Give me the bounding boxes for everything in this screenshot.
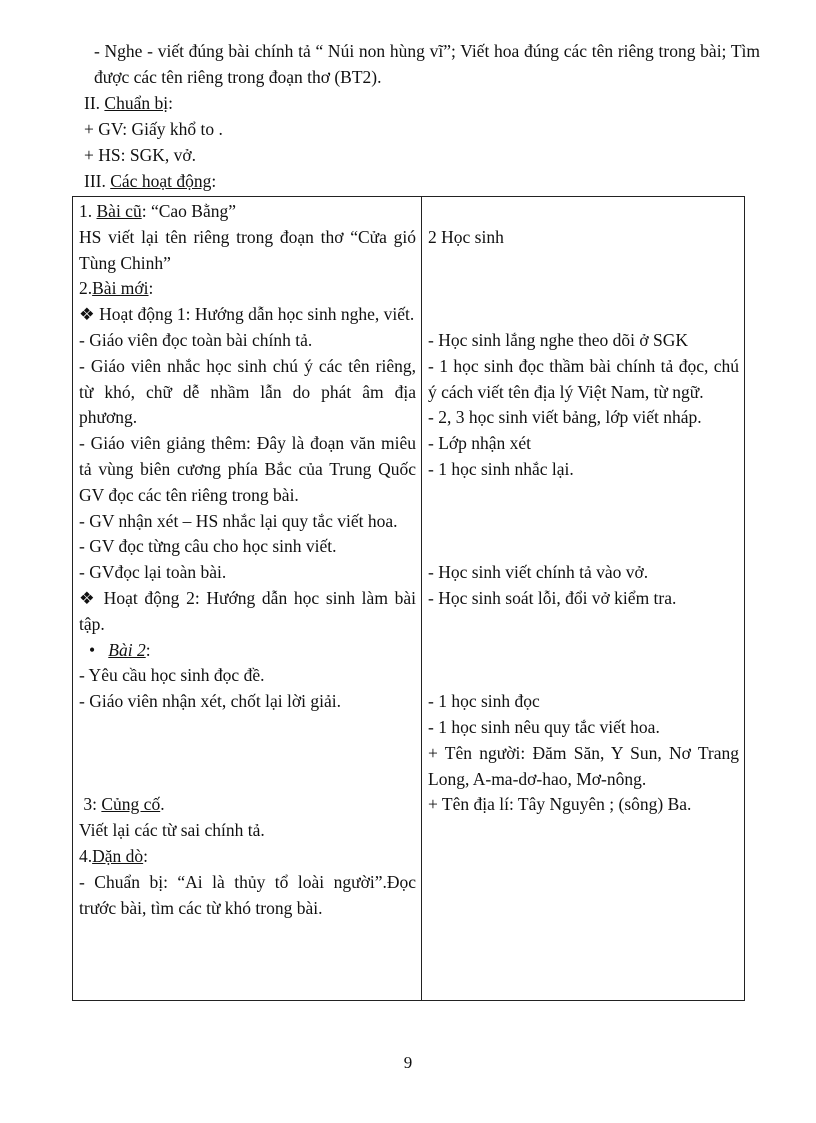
student-response: - Học sinh lắng nghe theo dõi ở SGK [428, 329, 689, 350]
student-response: 2 Học sinh [428, 226, 504, 247]
student-response: - 1 học sinh đọc thầm bài chính tả đọc, chú ý cách viết tên địa lý Việt Nam, từ ngữ. [428, 355, 739, 402]
consolidation-heading: 3: Củng cố. [79, 794, 165, 815]
page-number: 9 [403, 1053, 413, 1072]
teacher-step: - GV đọc từng câu cho học sinh viết. [79, 536, 337, 557]
lesson-activities-table [72, 196, 745, 1001]
teacher-step: - Giáo viên nhắc học sinh chú ý các tên riêng, từ khó, chữ dễ nhầm lẫn do phát âm địa phương. [79, 355, 416, 428]
homework-heading: 4.Dặn dò: [79, 845, 149, 866]
teacher-materials: + GV: Giấy khổ to . [84, 119, 223, 139]
teacher-step: - Giáo viên giảng thêm: Đây là đoạn văn miêu tả vùng biên cương phía Bắc của Trung Quốc GV đọc các tên riêng trong bài. [79, 433, 416, 505]
student-response: - 1 học sinh nêu quy tắc viết hoa. [428, 716, 660, 737]
teacher-step: - GV nhận xét – HS nhắc lại quy tắc viết hoa. [79, 510, 398, 531]
student-response: - 2, 3 học sinh viết bảng, lớp viết nháp. [428, 407, 702, 428]
teacher-step: - Giáo viên nhận xét, chốt lại lời giải. [79, 691, 341, 712]
teacher-step: - Giáo viên đọc toàn bài chính tả. [79, 329, 313, 350]
preparation-heading: II. Chuẩn bị: [84, 93, 173, 113]
student-response: + Tên người: Đăm Săn, Y Sun, Nơ Trang Long, A-ma-dơ-hao, Mơ-nông. [428, 742, 739, 789]
teacher-step: - Yêu cầu học sinh đọc đề. [79, 665, 265, 686]
exercise-2-heading: • Bài 2: [89, 639, 151, 660]
activity-1-heading: ❖ Hoạt động 1: Hướng dẫn học sinh nghe, viết. [79, 304, 415, 325]
homework-task: - Chuẩn bị: “Ai là thủy tổ loài người”.Đọc trước bài, tìm các từ khó trong bài. [79, 871, 416, 918]
student-response: - 1 học sinh đọc [428, 691, 540, 712]
student-response: + Tên địa lí: Tây Nguyên ; (sông) Ba. [428, 794, 692, 815]
old-lesson-heading: 1. Bài cũ: “Cao Bằng” [79, 201, 236, 221]
student-materials: + HS: SGK, vở. [84, 145, 196, 165]
consolidation-task: Viết lại các từ sai chính tả. [79, 820, 265, 841]
activities-heading: III. Các hoạt động: [84, 171, 217, 191]
student-response: - Học sinh viết chính tả vào vở. [428, 562, 649, 583]
new-lesson-heading: 2.Bài mới: [79, 278, 154, 299]
objective-text: - Nghe - viết đúng bài chính tả “ Núi non hùng vĩ”; Viết hoa đúng các tên riêng trong bài; Tìm được các tên riêng trong đoạn thơ (BT2). [94, 41, 760, 87]
intro-section [80, 38, 760, 194]
student-activities-column [422, 197, 745, 1001]
bullet-icon: • [89, 639, 96, 660]
student-response: - Học sinh soát lỗi, đổi vở kiểm tra. [428, 587, 677, 608]
teacher-activities-column [73, 197, 422, 1001]
old-lesson-task: HS viết lại tên riêng trong đoạn thơ “Cửa gió Tùng Chinh” [79, 226, 416, 273]
teacher-step: - GVđọc lại toàn bài. [79, 562, 227, 583]
activity-2-heading: ❖ Hoạt động 2: Hướng dẫn học sinh làm bài tập. [79, 587, 416, 634]
student-response: - 1 học sinh nhắc lại. [428, 458, 574, 479]
student-response: - Lớp nhận xét [428, 433, 532, 454]
